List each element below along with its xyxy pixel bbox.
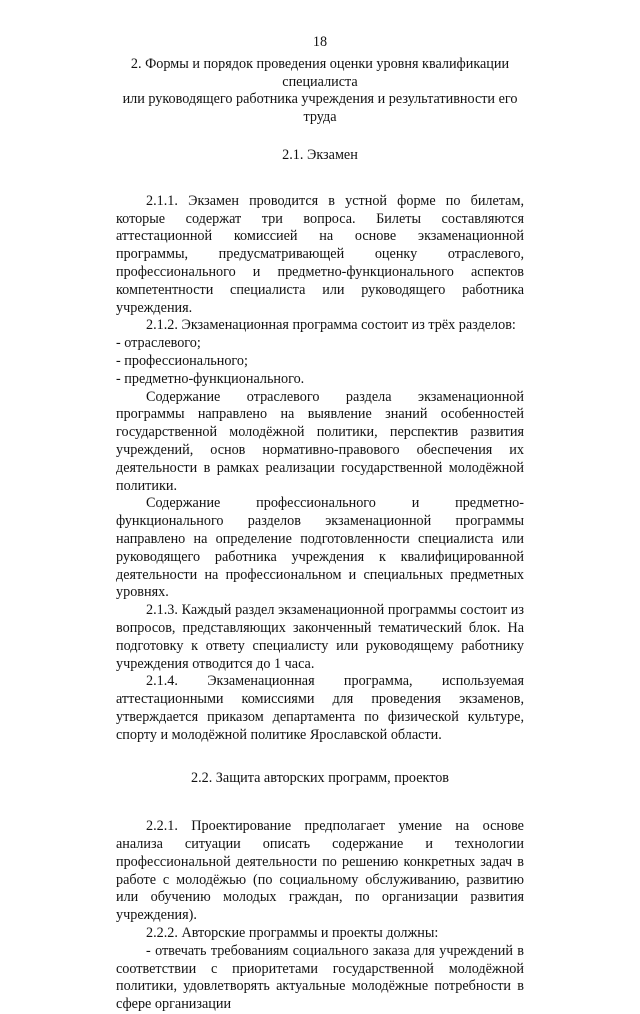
section-title-line-2: или руководящего работника учреждения и результативности его труда — [122, 91, 518, 126]
list-item: - профессионального; — [116, 352, 248, 369]
paragraph-2-1-3: 2.1.3. Каждый раздел экзаменационной программы состоит из вопросов, представляющих законченный тематический блок. На подготовку к ответу специалисту или руководящему работнику учреждения отводится до 1 часа. — [116, 602, 524, 672]
page-number: 18 — [312, 34, 328, 50]
list-item: - предметно-функционального. — [116, 370, 305, 387]
paragraph-2-2-1: 2.2.1. Проектирование предполагает умение на основе анализа ситуации описать содержание и технологии профессиональной деятельности по решению конкретных задач в работе с молодёжью (по социальному обслуживанию, развитию или обучению молодых граждан, по организации развития учреждения). — [116, 818, 524, 924]
subsection-title-author-programs: 2.2. Защита авторских программ, проектов — [190, 770, 450, 787]
paragraph-2-1-4: 2.1.4. Экзаменационная программа, используемая аттестационными комиссиями для проведения экзаменов, утверждается приказом департамента по физической культуре, спорту и молодёжной политике Ярославской области. — [116, 673, 524, 743]
paragraph-2-2-2: 2.2.2. Авторские программы и проекты должны: — [146, 925, 439, 942]
list-item: - отраслевого; — [116, 335, 201, 352]
paragraph-2-1-1: 2.1.1. Экзамен проводится в устной форме по билетам, которые содержат три вопроса. Билеты составляются аттестационной комиссией на основе экзаменационной программы, предусматривающей оценку отраслевого, профессионального и предметно-функционального аспектов компетентности специалиста или руководящего работника учреждения. — [116, 192, 524, 316]
subsection-title-exam: 2.1. Экзамен — [282, 146, 358, 163]
paragraph-content-professional: Содержание профессионального и предметно-функционального разделов экзаменационной программы направлено на определение подготовленности специалиста или руководящего работника учреждения к квалифицированной деятельности на профессиональном и специальных предметных уровнях. — [116, 495, 524, 601]
paragraph-requirement-1: - отвечать требованиям социального заказа для учреждений в соответствии с приоритетами государственной молодёжной политики, удовлетворять актуальные молодёжные потребности в сфере организации — [116, 942, 524, 1013]
section-title-line-1: 2. Формы и порядок проведения оценки уровня квалификации специалиста — [130, 55, 510, 90]
document-page — [116, 34, 524, 1014]
paragraph-content-industry: Содержание отраслевого раздела экзаменационной программы направлено на выявление знаний особенностей государственной молодёжной политики, перспектив развития учреждений, основ нормативно-правового обеспечения их деятельности в рамках реализации государственной молодёжной политики. — [116, 388, 524, 494]
paragraph-2-1-2: 2.1.2. Экзаменационная программа состоит из трёх разделов: — [146, 317, 516, 334]
